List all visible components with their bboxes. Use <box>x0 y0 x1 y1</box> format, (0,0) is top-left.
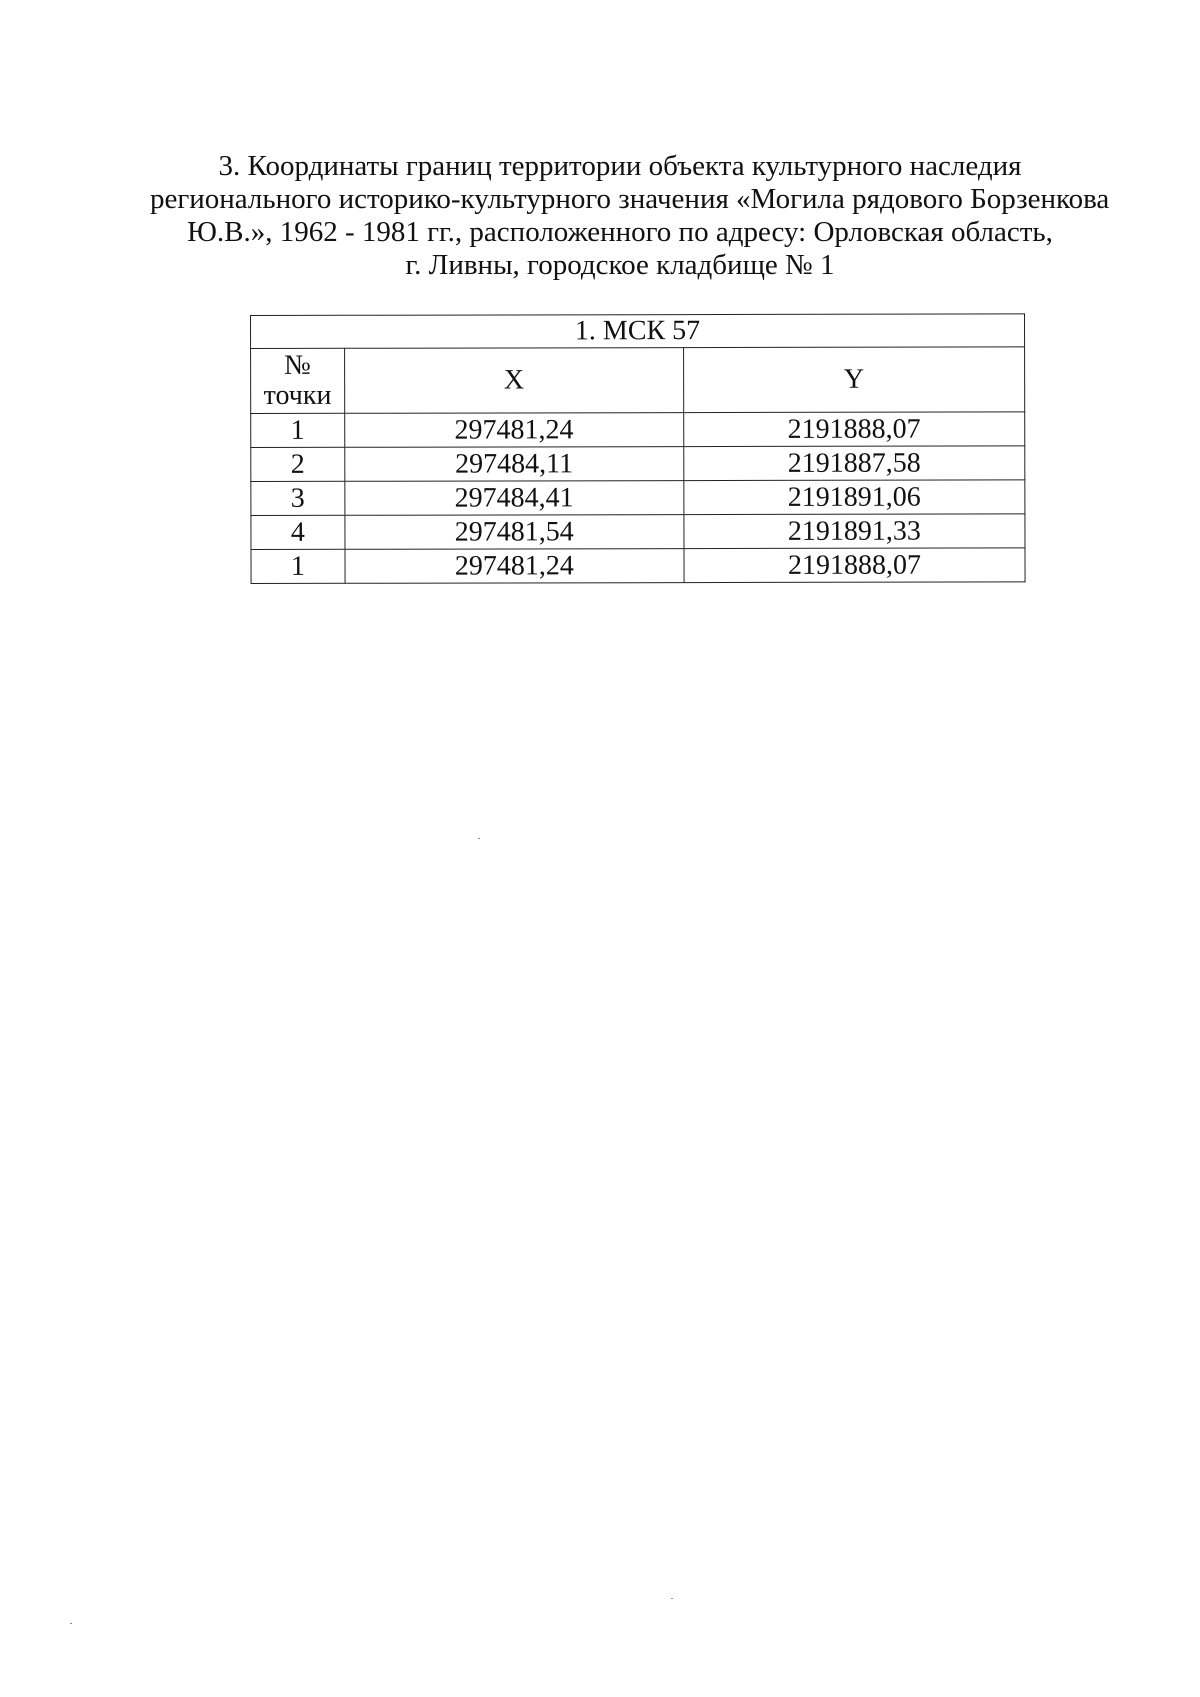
table-row <box>251 480 1025 516</box>
scan-speck <box>478 838 480 839</box>
coordinates-table <box>250 313 1026 584</box>
y-cell: 2191891,33 <box>684 514 1025 549</box>
table-row <box>251 514 1025 550</box>
table-caption-row <box>251 314 1025 349</box>
point-number-cell: 4 <box>251 515 345 549</box>
header-point-label: точки <box>263 379 332 411</box>
heading-line-3: Ю.В.», 1962 - 1981 гг., расположенного по адресу: Орловская область, <box>187 216 1053 248</box>
table-row <box>251 548 1025 584</box>
y-cell: 2191891,06 <box>684 480 1025 515</box>
header-x: X <box>344 348 683 414</box>
point-number-cell: 3 <box>251 481 345 515</box>
table-row <box>251 446 1025 482</box>
scan-speck <box>671 1598 673 1599</box>
y-cell: 2191887,58 <box>684 446 1025 481</box>
scan-speck <box>70 1623 72 1624</box>
table-header-row <box>251 347 1025 414</box>
header-number-sign: № <box>284 349 311 381</box>
header-y: Y <box>683 347 1024 413</box>
x-cell: 297481,24 <box>345 549 684 584</box>
x-cell: 297481,54 <box>345 515 684 550</box>
table-caption: 1. МСК 57 <box>251 314 1025 349</box>
point-number-cell: 1 <box>251 413 345 447</box>
heading-line-2: регионального историко-культурного значения «Могила рядового Борзенкова <box>150 183 1110 215</box>
x-cell: 297481,24 <box>344 413 683 448</box>
document-heading <box>150 150 1110 282</box>
x-cell: 297484,11 <box>345 447 684 482</box>
point-number-cell: 2 <box>251 447 345 481</box>
heading-line-1: 3. Координаты границ территории объекта культурного наследия <box>218 150 1022 182</box>
y-cell: 2191888,07 <box>684 548 1025 583</box>
x-cell: 297484,41 <box>345 481 684 516</box>
point-number-cell: 1 <box>251 549 345 583</box>
table-row <box>251 412 1025 448</box>
heading-line-4: г. Ливны, городское кладбище № 1 <box>405 249 835 281</box>
header-point-number <box>251 348 345 413</box>
y-cell: 2191888,07 <box>684 412 1025 447</box>
